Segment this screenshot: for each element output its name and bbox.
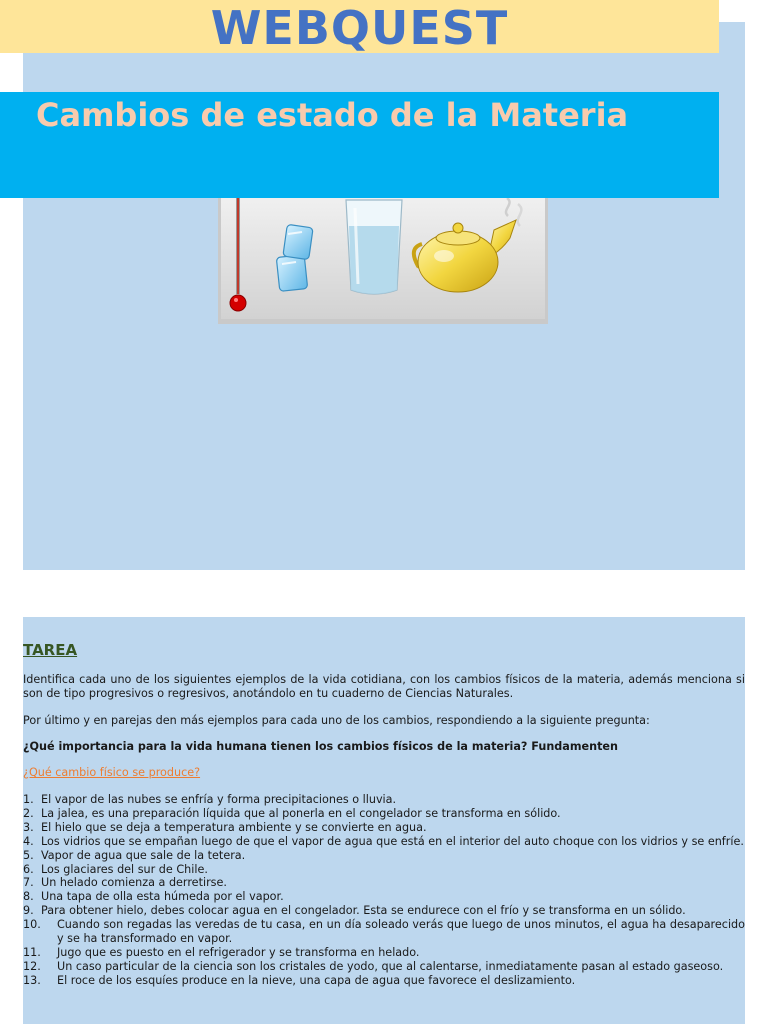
task-heading: TAREA — [23, 641, 78, 659]
page-title: WEBQUEST — [210, 1, 509, 55]
list-item: 2. La jalea, es una preparación líquida que al ponerla en el congelador se transforma en sólido. — [23, 806, 561, 820]
list-item: 10. Cuando son regadas las veredas de tu casa, en un día soleado verás que luego de unos minutos, el agua ha desaparecido y se ha transformado en vapor. — [23, 918, 745, 946]
list-item: 7. Un helado comienza a derretirse. — [23, 876, 227, 890]
list-item: 13. El roce de los esquíes produce en la nieve, una capa de agua que favorece el deslizamiento. — [23, 973, 576, 987]
examples-list — [23, 793, 745, 988]
page-subtitle: Cambios de estado de la Materia — [36, 96, 629, 134]
list-item: 1. El vapor de las nubes se enfría y forma precipitaciones o lluvia. — [23, 793, 397, 806]
task-intro: Identifica cada uno de los siguientes ejemplos de la vida cotidiana, con los cambios físicos de la materia, además menciona si son de tipo progresivos o regresivos, anotándolo en tu cuaderno de Ciencias Naturales. — [23, 673, 745, 700]
water-glass-icon — [346, 200, 402, 294]
states-of-matter-illustration — [218, 198, 548, 324]
task-panel — [23, 617, 745, 1024]
list-item: 9. Para obtener hielo, debes colocar agua en el congelador. Esta se endurece con el frío y se transforma en un sólido. — [23, 904, 686, 918]
list-item: 5. Vapor de agua que sale de la tetera. — [23, 848, 246, 862]
list-item: 11. Jugo que es puesto en el refrigerador y se transforma en helado. — [23, 945, 420, 959]
list-item: 3. El hielo que se deja a temperatura ambiente y se convierte en agua. — [23, 820, 427, 834]
list-item: 8. Una tapa de olla esta húmeda por el vapor. — [23, 890, 284, 904]
task-instruction: Por último y en parejas den más ejemplos para cada uno de los cambios, respondiendo a la siguiente pregunta: — [23, 714, 650, 727]
list-item: 12. Un caso particular de la ciencia son los cristales de yodo, que al calentarse, inmediatamente pasan al estado gaseoso. — [23, 959, 724, 973]
list-item: 6. Los glaciares del sur de Chile. — [23, 862, 208, 876]
list-item: 4. Los vidrios que se empañan luego de que el vapor de agua que está en el interior del auto choque con los vidrios y se enfríe. — [23, 834, 744, 848]
task-subheading-link[interactable]: ¿Qué cambio físico se produce? — [23, 766, 201, 779]
task-question: ¿Qué importancia para la vida humana tienen los cambios físicos de la materia? Fundamenten — [23, 740, 618, 753]
